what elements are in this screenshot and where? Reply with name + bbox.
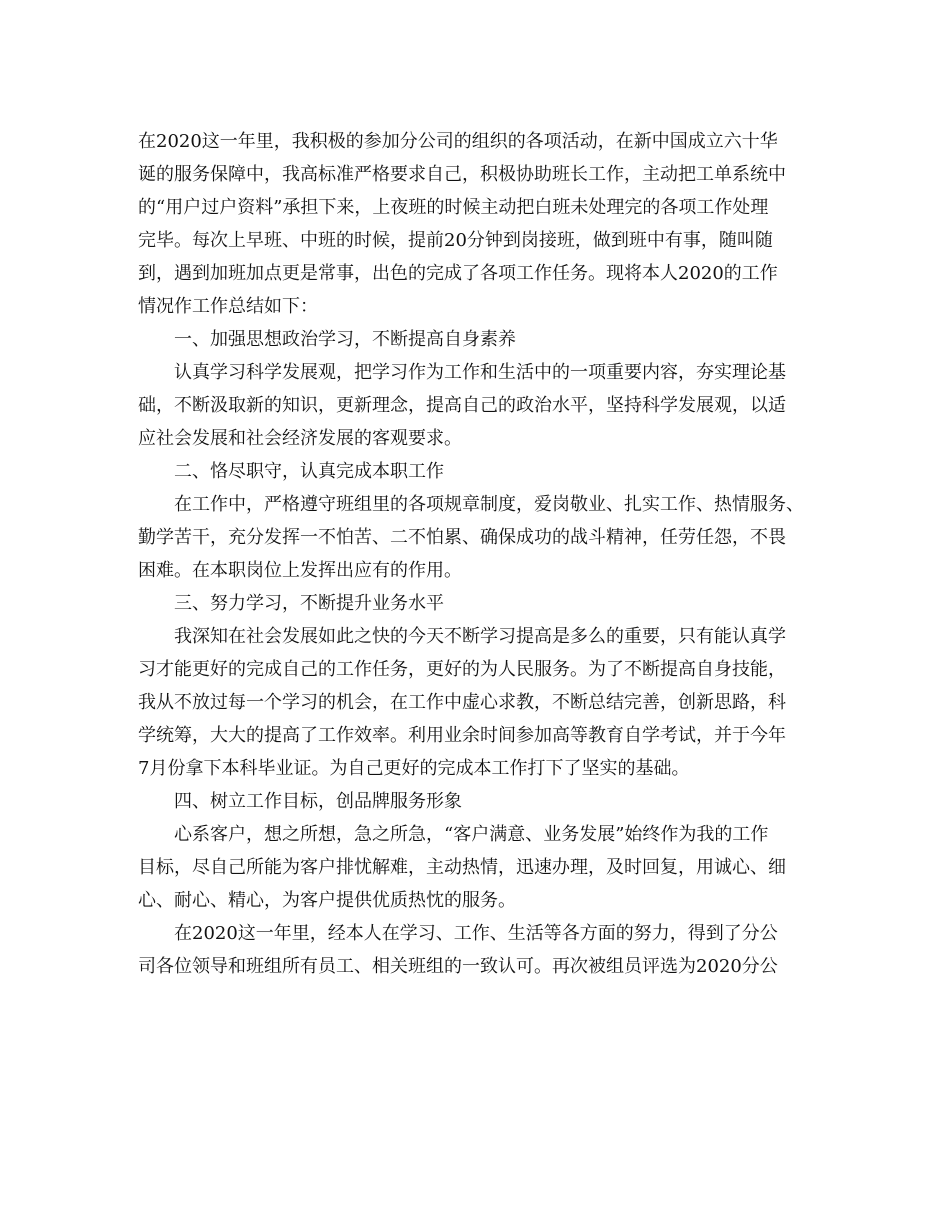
body-text-line: 到，遇到加班加点更是常事，出色的完成了各项工作任务。现将本人2020的工作 [138, 263, 778, 284]
body-text-line: 的“用户过户资料”承担下来，上夜班的时候主动把白班未处理完的各项工作处理 [138, 197, 769, 218]
body-text-line: 情况作工作总结如下： [138, 296, 318, 317]
body-text-line: 我深知在社会发展如此之快的今天不断学习提高是多么的重要，只有能认真学 [174, 626, 786, 647]
body-text-line: 司各位领导和班组所有员工、相关班组的一致认可。再次被组员评选为2020分公 [138, 956, 778, 977]
section-heading: 一、加强思想政治学习，不断提高自身素养 [174, 329, 516, 350]
body-text-line: 在工作中，严格遵守班组里的各项规章制度，爱岗敬业、扎实工作、热情服务、 [174, 494, 804, 515]
body-text-line: 目标，尽自己所能为客户排忧解难，主动热情，迅速办理，及时回复，用诚心、细 [138, 857, 786, 878]
body-text-line: 在2020这一年里，经本人在学习、工作、生活等各方面的努力，得到了分公 [174, 923, 778, 944]
body-text-line: 完毕。每次上早班、中班的时候，提前20分钟到岗接班，做到班中有事，随叫随 [138, 230, 773, 251]
body-text-line: 我从不放过每一个学习的机会，在工作中虚心求教，不断总结完善，创新思路，科 [138, 692, 786, 713]
body-text-line: 困难。在本职岗位上发挥出应有的作用。 [138, 560, 462, 581]
section-heading: 三、努力学习，不断提升业务水平 [174, 593, 444, 614]
body-text-line: 认真学习科学发展观，把学习作为工作和生活中的一项重要内容，夯实理论基 [174, 362, 786, 383]
section-heading: 二、恪尽职守，认真完成本职工作 [174, 461, 444, 482]
body-text-line: 勤学苦干，充分发挥一不怕苦、二不怕累、确保成功的战斗精神，任劳任怨，不畏 [138, 527, 786, 548]
body-text-line: 心系客户，想之所想，急之所急，“客户满意、业务发展”始终作为我的工作 [174, 824, 769, 845]
body-text-line: 习才能更好的完成自己的工作任务，更好的为人民服务。为了不断提高自身技能， [138, 659, 786, 680]
body-text-line: 础，不断汲取新的知识，更新理念，提高自己的政治水平，坚持科学发展观，以适 [138, 395, 786, 416]
section-heading: 四、树立工作目标，创品牌服务形象 [174, 791, 462, 812]
body-text-line: 7月份拿下本科毕业证。为自己更好的完成本工作打下了坚实的基础。 [138, 758, 690, 779]
body-text-line: 学统筹，大大的提高了工作效率。利用业余时间参加高等教育自学考试，并于今年 [138, 725, 786, 746]
body-text-line: 心、耐心、精心，为客户提供优质热忱的服务。 [138, 890, 516, 911]
body-text-line: 诞的服务保障中，我高标准严格要求自己，积极协助班长工作，主动把工单系统中 [138, 164, 786, 185]
body-text-line: 在2020这一年里，我积极的参加分公司的组织的各项活动，在新中国成立六十华 [138, 131, 778, 152]
body-text-line: 应社会发展和社会经济发展的客观要求。 [138, 428, 462, 449]
